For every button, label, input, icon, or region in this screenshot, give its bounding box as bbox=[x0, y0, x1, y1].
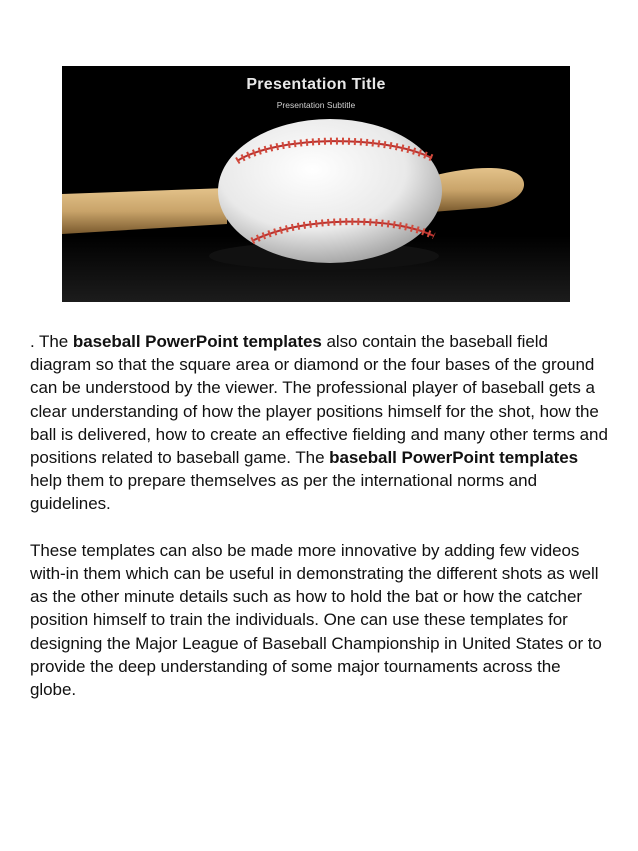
paragraph-1-text-c: help them to prepare themselves as per the international norms and guidelines. bbox=[30, 471, 537, 514]
paragraph-1-text-b: also contain the baseball field diagram so that the square area or diamond or the four bases of the ground can be understood by the viewer. The professional player of baseball gets a clear understanding of how the player positions himself for the shot, how the ball is delivered, how to create an effective fielding and many other terms and positions related to baseball game. The bbox=[30, 332, 608, 468]
paragraph-1-text-a: . The bbox=[30, 332, 73, 351]
bold-term-1: baseball PowerPoint templates bbox=[72, 332, 322, 351]
paragraph-1 bbox=[30, 330, 610, 516]
bold-term-2: baseball PowerPoint templates bbox=[329, 448, 579, 468]
slide-thumbnail bbox=[62, 66, 570, 302]
paragraph-2: These templates can also be made more innovative by adding few videos with-in them which can be useful in demonstrating the different shots as well as the other minute details such as how to hold the bat or how the catcher position himself to train the individuals. One can use these templates for designing the Major League of Baseball Championship in United States or to provide the deep understanding of some major tournaments across the globe. bbox=[30, 540, 602, 700]
slide-title: Presentation Title bbox=[246, 76, 386, 93]
article-body bbox=[30, 330, 610, 701]
slide-subtitle: Presentation Subtitle bbox=[276, 100, 356, 110]
